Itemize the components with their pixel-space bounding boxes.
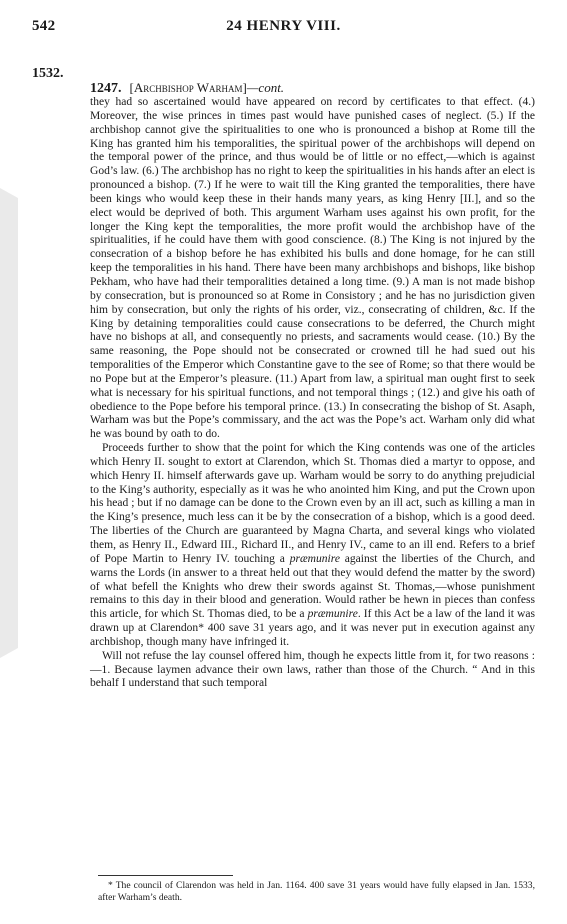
entry-heading [90,80,284,97]
text-run: against the liberties of the Church, and warns the Lords (in answer to a threat held out that they would defend the matter by the sword) of what befell the Knights who drew their swords against St. Thomas,—whose punishment remains to this day in their blood and generation. Would rather be hewn in pieces than confess this article, for which St. Thomas died, to be a [90,552,535,621]
paragraph-3 [90,650,535,692]
text-run: . If this Act be a law of the land it was drawn up at Clarendon* 400 save 31 years ago, and it was never put in execution against any archbishop, though many have infringed it. [90,608,535,648]
running-head: 24 HENRY VIII. [226,18,341,34]
entry-name: [Archbishop Warham] [129,80,247,95]
margin-year: 1532. [32,66,64,81]
page-number: 542 [32,18,56,34]
footnote-rule [98,875,233,876]
footnote-text: * The council of Clarendon was held in Jan. 1164. 400 save 31 years would have fully elapsed in Jan. 1533, after Warham’s death. [98,880,535,903]
paragraph-1 [90,96,535,442]
footnote [98,880,535,904]
italic-term: præmunire [307,608,358,621]
entry-continued: —cont. [246,80,285,95]
text-run: Will not refuse the lay counsel offered him, though he expects little from it, for two reasons :—1. Because laymen advance their own laws, rather than those of the Church. “ And in this behalf I understand that such temporal [90,649,535,690]
entry-number: 1247. [90,81,122,96]
diagonal-watermark-icon [0,188,18,658]
italic-term: præmunire [289,552,340,565]
text-run: they had so ascertained would have appeared on record by certificates to that effect. (4.) Moreover, the wise princes in times past would have punished cases of neglect. (5.) If the archbishop cannot give the spiritualities to one who is pronounced a bishop at Rome till the King has granted him his temporalities, the spiritual power of the archbishops will depend on the temporal power of the prince, and thus would be of little or no effect,—which is against God’s law. (6.) The archbishop has no right to keep the spiritualities in his hands after an elect is pronounced a bishop. (7.) If he were to wait till the King granted the temporalities, there have been kings who would keep these in their hands many years, as king Henry [II.], and so the elect would be deprived of both. This argument Warham uses against his own profit, for the longer the King kept the temporalities, the more profit would the archbishop have of the spiritualities, if he could have them with good conscience. (8.) The King is not injured by the consecration of a bishop before he has exhibited his bulls and done homage, for he can still keep the temporalities in his hand. There have been many archbishops and bishops, like bishop Pekham, who have had their temporalities detained a long time. (9.) A man is not made bishop by consecration, but is pronounced so at Rome in Consistory ; and he has no jurisdiction given him by consecration, but only the rights of his order, viz., consecrating of children, &c. If the King by detaining temporalities could cause consecrations to be deferred, the Church might have no bishops at all, and consequently no priests, and sacraments would cease. (10.) By the same reasoning, the Pope should not be consecrated or crowned till he had sued out his temporalities of the Emperor which Constantine gave to the see of Rome; so that there would be no Pope but at the Emperor’s pleasure. (11.) Apart from law, a spiritual man ought first to seek what is necessary for his spiritual functions, and not temporal things ; (12.) and give his oath of obedience to the Pope before his temporal prince. (13.) In consecrating the bishop of St. Asaph, Warham was but the Pope’s commissary, and the act was the Pope’s act. Warham only did what he was bound by oath to do. [90,96,535,441]
body-text [90,96,535,691]
paragraph-2 [90,442,535,650]
text-run: Proceeds further to show that the point for which the King contends was one of the articles which Henry II. sought to extort at Clarendon, which St. Thomas died a martyr to oppose, and which Henry II. himself afterwards gave up. Warham would be sorry to do anything prejudicial to the King’s authority, especially as it was he who anointed him King, and put the Crown upon his head ; but if no damage can be done to the Crown even by an ill act, such as killing a man in the King’s presence, much less can it be by the consecration of a bishop, which is a good deed. The liberties of the Church are guaranteed by Magna Charta, and several kings who violated them, as Henry II., Edward III., Richard II., and Henry IV., came to an ill end. Refers to a brief of Pope Martin to Henry IV. touching a [90,442,535,565]
